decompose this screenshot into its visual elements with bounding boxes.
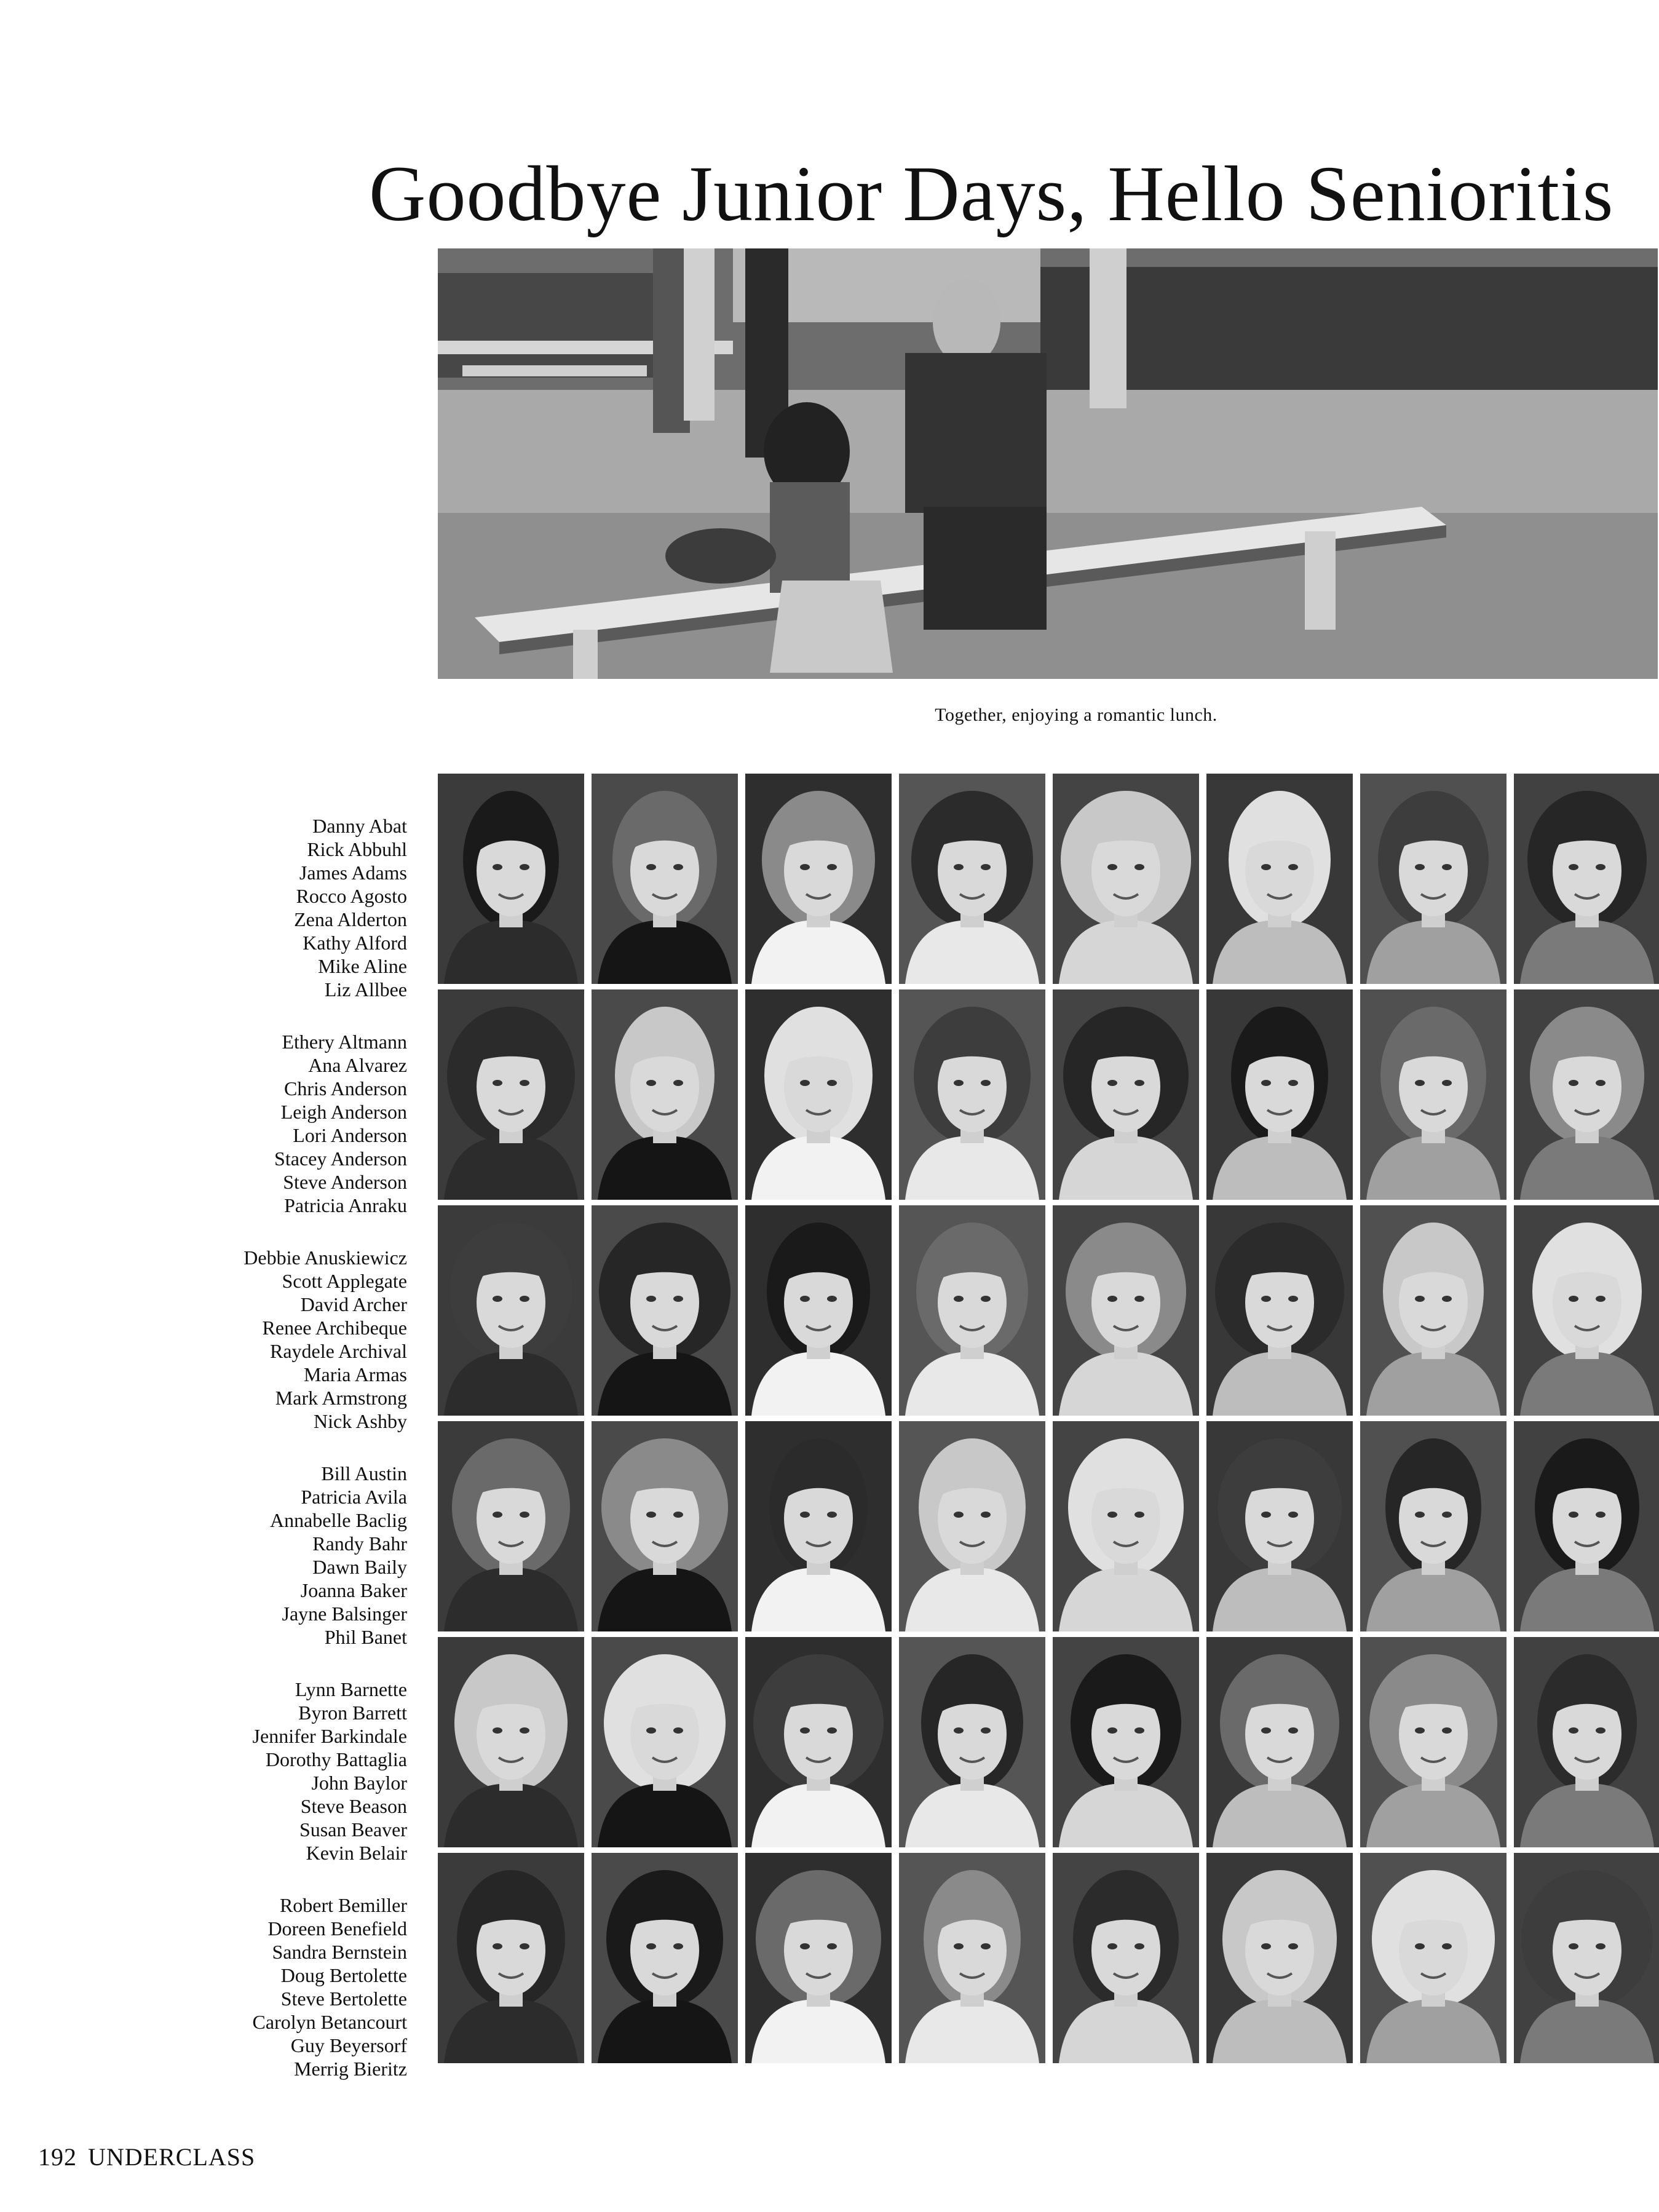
student-name: Doug Bertolette (280, 1964, 407, 1986)
student-name: Maria Armas (304, 1363, 407, 1385)
student-name: Robert Bemiller (279, 1894, 407, 1916)
student-portrait (1053, 1421, 1199, 1631)
student-name: Rick Abbuhl (307, 838, 407, 860)
student-portrait (438, 1205, 584, 1416)
student-portrait (1514, 1637, 1659, 1847)
name-list-row-1 (160, 814, 407, 1001)
student-name: Mark Armstrong (275, 1387, 407, 1409)
student-name: Patricia Anraku (284, 1194, 407, 1216)
student-name: Renee Archibeque (262, 1317, 407, 1339)
student-portrait (592, 989, 738, 1200)
student-portrait (592, 1421, 738, 1631)
student-portrait (1206, 1853, 1353, 2063)
student-name: Raydele Archival (269, 1340, 407, 1362)
student-name: Byron Barrett (298, 1702, 407, 1724)
student-portrait (745, 1205, 892, 1416)
student-portrait (745, 774, 892, 984)
student-name: Debbie Anuskiewicz (244, 1247, 407, 1269)
student-name: Nick Ashby (314, 1410, 407, 1432)
student-portrait (1053, 1637, 1199, 1847)
student-name: David Archer (300, 1293, 407, 1315)
name-list-row-4 (160, 1462, 407, 1649)
student-name: Carolyn Betancourt (252, 2011, 407, 2033)
student-name: Mike Aline (318, 955, 407, 977)
student-portrait (1206, 1421, 1353, 1631)
portrait-grid (438, 774, 1659, 2063)
name-list-row-5 (160, 1678, 407, 1865)
student-name: Randy Bahr (312, 1532, 407, 1555)
student-portrait (438, 989, 584, 1200)
student-portrait (745, 1637, 892, 1847)
student-name: Jennifer Barkindale (252, 1725, 407, 1747)
student-portrait (745, 1421, 892, 1631)
student-portrait (438, 1421, 584, 1631)
student-portrait (1053, 989, 1199, 1200)
student-name: Jayne Balsinger (282, 1603, 407, 1625)
student-portrait (1053, 774, 1199, 984)
student-portrait (592, 1853, 738, 2063)
student-name: Chris Anderson (284, 1077, 407, 1100)
student-name: John Baylor (311, 1772, 407, 1794)
student-name: Guy Beyersorf (290, 2034, 407, 2056)
student-portrait (592, 1205, 738, 1416)
student-name: Lori Anderson (293, 1124, 407, 1146)
student-portrait (899, 1853, 1045, 2063)
student-name: Doreen Benefield (267, 1917, 407, 1940)
student-name: Steve Beason (300, 1795, 407, 1817)
student-portrait (1514, 1853, 1659, 2063)
student-portrait (1514, 774, 1659, 984)
student-portrait (899, 989, 1045, 1200)
student-name: James Adams (299, 862, 407, 884)
student-portrait (1360, 1637, 1507, 1847)
student-portrait (1206, 989, 1353, 1200)
student-name: Leigh Anderson (280, 1101, 407, 1123)
student-portrait (438, 1637, 584, 1847)
student-name: Phil Banet (324, 1626, 407, 1648)
student-name: Scott Applegate (282, 1270, 407, 1292)
name-list-row-2 (160, 1030, 407, 1217)
student-name: Merrig Bieritz (294, 2058, 407, 2080)
student-name: Kevin Belair (306, 1842, 407, 1864)
student-portrait (592, 1637, 738, 1847)
student-name: Danny Abat (312, 815, 407, 837)
student-portrait (1360, 1205, 1507, 1416)
section-label: UNDERCLASS (88, 2143, 256, 2171)
student-name: Patricia Avila (301, 1486, 407, 1508)
student-portrait (1206, 1637, 1353, 1847)
name-list-row-6 (160, 1893, 407, 2080)
student-portrait (899, 1421, 1045, 1631)
student-name: Steve Anderson (283, 1171, 407, 1193)
student-portrait (1360, 774, 1507, 984)
student-name: Bill Austin (321, 1462, 407, 1485)
student-name: Joanna Baker (300, 1579, 407, 1601)
page-number: 192 (38, 2143, 77, 2171)
student-name: Susan Beaver (299, 1818, 407, 1841)
student-portrait (745, 989, 892, 1200)
student-name: Dorothy Battaglia (265, 1748, 407, 1770)
student-portrait (1053, 1205, 1199, 1416)
student-name: Dawn Baily (312, 1556, 407, 1578)
student-portrait (899, 1637, 1045, 1847)
student-portrait (1053, 1853, 1199, 2063)
student-portrait (899, 774, 1045, 984)
student-portrait (1360, 989, 1507, 1200)
student-portrait (438, 1853, 584, 2063)
student-name: Lynn Barnette (295, 1678, 407, 1700)
student-name: Ethery Altmann (282, 1031, 407, 1053)
student-portrait (592, 774, 738, 984)
student-portrait (438, 774, 584, 984)
student-portrait (1206, 774, 1353, 984)
student-portrait (1206, 1205, 1353, 1416)
student-name: Zena Alderton (294, 908, 407, 930)
student-portrait (1360, 1421, 1507, 1631)
student-name: Rocco Agosto (296, 885, 407, 907)
page-title: Goodbye Junior Days, Hello Senioritis (369, 150, 1614, 237)
student-name: Ana Alvarez (308, 1054, 407, 1076)
student-portrait (1514, 989, 1659, 1200)
student-name: Stacey Anderson (274, 1148, 407, 1170)
student-portrait (899, 1205, 1045, 1416)
student-name: Steve Bertolette (280, 1988, 407, 2010)
student-portrait (1360, 1853, 1507, 2063)
student-name: Kathy Alford (303, 932, 407, 954)
page-footer (38, 2143, 255, 2171)
student-portrait (745, 1853, 892, 2063)
name-list-row-3 (160, 1246, 407, 1433)
photo-caption: Together, enjoying a romantic lunch. (935, 705, 1218, 725)
student-portrait (1514, 1205, 1659, 1416)
student-name: Annabelle Baclig (269, 1509, 407, 1531)
student-name: Sandra Bernstein (272, 1941, 407, 1963)
student-portrait (1514, 1421, 1659, 1631)
student-name: Liz Allbee (324, 978, 407, 1001)
candid-photo-couple-on-bench (438, 248, 1658, 679)
